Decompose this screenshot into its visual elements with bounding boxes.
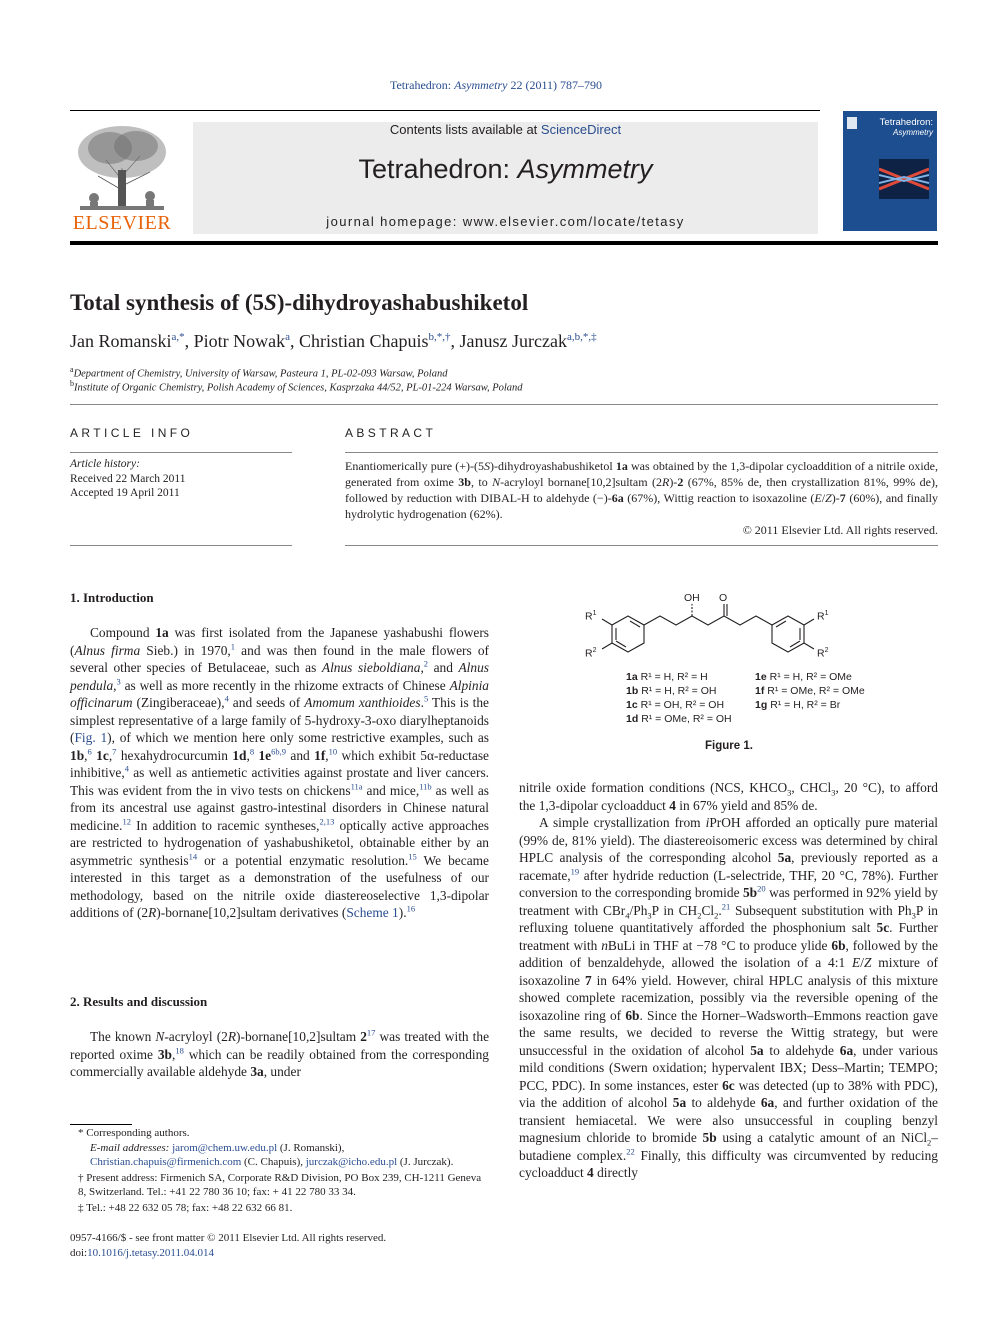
figure-caption: Figure 1. [705,740,753,752]
footnotes [70,1126,490,1215]
sciencedirect-link[interactable]: ScienceDirect [540,122,622,137]
article-info-heading: ARTICLE INFO [70,426,194,440]
footnote: ‡ Tel.: +48 22 632 05 78; fax: +48 22 632 66 81. [78,1201,293,1214]
email-link[interactable]: jarom@chem.uw.edu.pl [172,1141,278,1154]
author-name: Jan Romanski [70,331,172,351]
copyright: © 2011 Elsevier Ltd. All rights reserved. [742,523,938,537]
footnote-rule [70,1124,132,1125]
header-thick-rule [70,241,938,245]
publisher-name: ELSEVIER [72,212,172,234]
cover-art-icon [879,159,929,199]
structure-diagram [520,590,938,670]
author-name: Piotr Nowak [193,331,286,351]
author-affiliation-mark[interactable]: a,b,*,‡ [567,331,597,343]
results-paragraph: nitrile oxide formation conditions (NCS, $KHCO_3$, CHCl$_3$, 20 °C), to afford the 1,3-dipolar cycloadduct 4 in 67% yield and 85% de. A simple crystallization from iPrOH afforded an optically pure material (99% de, 81% yield). The diastereoisomeric excess was determined by chiral HPLC analysis of the corresponding alcohol 5a, previously reported as a racemate,$^{19}$ after hydride reduction (L-selectride, THF, 20 °C, 78%). Further conversion to the corresponding bromide $5b^{20}$ was performed in 92% yield by treatment with $CBr_4/Ph_3P$ in $CH_2Cl_2.^{21}$ Subsequent substitution with $Ph_3P$ in refluxing toluene quantitatively afforded the phosphonium salt 5c. Further treatment with nBuLi in THF at −78 °C to produce ylide 6b, followed by the addition of benzaldehyde, allowed the isolation of a 4:1 E/Z mixture of isoxazoline 7 in 64% yield. However, chiral HPLC analysis of this mixture showed complete racemization, possibly via the reversible opening of the isoxazoline ring of 6b. Since the Horner–Wadsworth–Emmons reaction gave the same results, we decided to reverse the Wittig strategy, but were unsuccessful in the oxidation of alcohol 5a to aldehyde 6a, under various mild conditions (Swern oxidation; hypervalent IBX; Dess–Martin; TEMPO; PCC, PDC). In some instances, ester 6c was detected (up to 38% with PDC), via the addition of alcohol 5a to aldehyde 6a, and further oxidation of the transient hemiacetal. We were also unsuccessful in coupling benzyl magnesium chloride to bromide 5b using a catalytic amount of an NiCl$_2$–butadiene complex.$^{22}$ Finally, this difficulty was circumvented by reducing cycloadduct 4 directly [519,780,939,1180]
footnote: † Present address: Firmenich SA, Corporate R&D Division, PO Box 239, CH-1211 Geneva 8, Switzerland. Tel.: +41 22 780 36 10; fax: + 41 22 780 33 34. [78,1171,482,1198]
compound-entry: 1e R¹ = H, R² = OMe [755,671,852,683]
compound-entry: 1a R¹ = H, R² = H [626,671,708,683]
homepage-link[interactable]: www.elsevier.com/locate/tetasy [462,214,685,229]
footnote-emails: E-mail addresses: jarom@chem.uw.edu.pl (J. Romanski), Christian.chapuis@firmenich.com (C. Chapuis), jurczak@icho.edu.pl (J. Jurczak). [90,1141,454,1168]
r2-right-label: $R^2$ [817,647,829,660]
header-rule [70,110,820,111]
intro-paragraph: Compound 1a was first isolated from the Japanese yashabushi flowers (Alnus firma Sieb.) in 1970,$^1$ and was then found in the male flowers of several other species of Betulaceae, such as Alnus sieboldiana,$^2$ and Alnus pendula,$^3$ as well as more recently in the rhizome extracts of Chinese Alpinia officinarum (Zingiberaceae),$^4$ and seeds of Amomum xanthioides.$^5$ This is the simplest representative of a large family of 5-hydroxy-3-oxo diarylheptanoids (Fig. 1), of which we mention here only some restrictive examples, such as 1b,$^6$ 1c,$^7$ hexahydrocurcumin 1d,$^8$ $1e^{6b,9}$ and 1f,$^{10}$ which exhibit 5α-reductase inhibitive,$^4$ as well as antiemetic activities against prostate and liver cancers. This was evident from the in vivo tests on chickens$^{11a}$ and mice,$^{11b}$ as well as from its ancestral use against gastro-intestinal disorders in Chinese natural medicine.$^{12}$ In addition to racemic syntheses,$^{2,13}$ optically active approaches are restricted to hydrogenation of yashabushiketol, obtainable either by an asymmetric synthesis$^{14}$ or a potential enzymatic resolution.$^{15}$ We became interested in this target as a demonstration of the usefulness of our methodology, based on the nitrile oxide diastereoselective 1,3-dipolar additions of (2R)-bornane[10,2]sultam derivatives (Scheme 1).$^{16}$ [70,625,489,920]
compound-list-left [626,670,732,726]
divider [345,452,938,453]
compound-list-right [755,670,865,712]
carbonyl-label: O [719,592,728,604]
doi: doi:10.1016/j.tetasy.2011.04.014 [70,1246,215,1259]
abstract-body: Enantiomerically pure (+)-(5S)-dihydroyashabushiketol 1a was obtained by the 1,3-dipolar cycloaddition of a nitrile oxide, generated from oxime 3b, to N-acryloyl bornane[10,2]sultam (2R)-2 (67%, 85% de, then crystallization 81%, 99% de), followed by reduction with DIBAL-H to aldehyde (−)-6a (67%), Wittig reaction to isoxazoline (E/Z)-7 (60%), and finally hydrolytic hydrogenation (62%). © 2011 Elsevier Ltd. All rights reserved. [345,459,939,537]
article-history [70,457,186,501]
figure-1 [520,590,938,760]
author-affiliation-mark[interactable]: a [285,331,291,343]
compound-entry: 1c R¹ = OH, R² = OH [626,699,725,711]
author-affiliation-mark[interactable]: a,* [171,331,185,343]
hydroxyl-label: OH [684,592,700,604]
affiliation: $^a$Department of Chemistry, University of Warsaw, Pasteura 1, PL-02-093 Warsaw, Poland [70,365,448,380]
section-heading: 2. Results and discussion [70,994,208,1009]
author-name: Christian Chapuis [299,331,429,351]
accepted-date: Accepted 19 April 2011 [70,487,180,499]
email-link[interactable]: jurczak@icho.edu.pl [305,1156,398,1168]
cover-title: Tetrahedron: [879,117,933,128]
issn-block [70,1231,386,1260]
results-paragraph: The known N-acryloyl (2R)-bornane[10,2]sultam $2^{17}$ was treated with the reported oxime 3b,$^{18}$ which can be readily obtained from the corresponding commercially available aldehyde 3a, under [70,1027,490,1079]
divider [70,545,292,546]
journal-reference[interactable]: Tetrahedron: Asymmetry 22 (2011) 787–790 [389,78,602,92]
r2-left-label: $R^2$ [585,647,597,660]
affiliation: $^b$Institute of Organic Chemistry, Polish Academy of Sciences, Kasprzaka 44/52, PL-01-224 Warsaw, Poland [70,379,523,394]
compound-entry: 1g R¹ = H, R² = Br [755,699,841,711]
r1-left-label: $R^1$ [585,610,597,623]
author-affiliation-mark[interactable]: b,*,† [428,331,451,343]
divider [345,545,938,546]
cover-logo-icon [847,117,857,129]
author-name: Janusz Jurczak [459,331,567,351]
results-paragraph: A simple crystallization from iPrOH afforded an optically pure material (99% de, 81% yield). The diastereoisomeric excess was determined by chiral HPLC analysis of the corresponding alcohol 5a, previously reported as a racemate,$^{19}$ after hydride reduction (L-selectride, THF, 20 °C, 78%). Further conversion to the corresponding bromide $5b^{20}$ was performed in 92% yield by treatment with $CBr_4/Ph_3P$ in $CH_2Cl_2.^{21}$ Subsequent substitution with $Ph_3P$ in refluxing toluene quantitatively afforded the phosphonium salt 5c. Further treatment with nBuLi in THF at −78 °C to produce ylide 6b, followed by the addition of benzaldehyde, allowed the isolation of a 4:1 E/Z mixture of isoxazoline 7 in 64% yield. However, chiral HPLC analysis of this mixture showed complete racemization, possibly via the reversible opening of the isoxazoline ring of 6b. Since the Horner–Wadsworth–Emmons reaction gave the same results, we decided to reverse the Wittig strategy, but were unsuccessful in the oxidation of alcohol 5a to aldehyde 6a, under various mild conditions (Swern oxidation; hypervalent IBX; Dess–Martin; TEMPO; PCC, PDC). In some instances, ester 6c was detected (up to 38% with PDC), via the addition of alcohol 5a to aldehyde 6a, and further oxidation of the transient hemiacetal. We were also unsuccessful in coupling benzyl magnesium chloride to bromide 5b using a catalytic amount of an NiCl$_2$–butadiene complex.$^{22}$ Finally, this difficulty was circumvented by reducing cycloadduct 4 directly [519,815,939,1180]
cover-subtitle: Asymmetry [893,128,933,137]
compound-entry: 1b R¹ = H, R² = OH [626,685,717,697]
contents-line: Contents lists available at ScienceDirect [389,122,622,137]
doi-link[interactable]: 10.1016/j.tetasy.2011.04.014 [87,1246,215,1259]
front-matter: 0957-4166/$ - see front matter © 2011 Elsevier Ltd. All rights reserved. [70,1232,387,1244]
article-title: Total synthesis of (5S)-dihydroyashabushiketol [70,290,529,315]
compound-entry: 1d R¹ = OMe, R² = OH [626,713,732,725]
compound-entry: 1f R¹ = OMe, R² = OMe [755,685,865,697]
received-date: Received 22 March 2011 [70,472,186,485]
footnote: * Corresponding authors. [78,1127,190,1139]
divider [70,404,938,405]
divider [70,452,292,453]
email-link[interactable]: Christian.chapuis@firmenich.com [90,1156,242,1168]
author-list: Jan Romanski$^{a,*}$, Piotr Nowak$^a$, Christian Chapuis$^{b,*,\dagger}$, Janusz Jurczak$^{a,b,*,\ddagger}$ [70,331,597,351]
elsevier-logo[interactable] [70,120,174,232]
history-label: Article history: [70,458,140,470]
journal-homepage: journal homepage: www.elsevier.com/locate/tetasy [326,214,685,229]
section-heading: 1. Introduction [70,590,154,605]
abstract-heading: ABSTRACT [345,426,437,440]
journal-cover[interactable] [843,111,937,231]
journal-title: Tetrahedron: Asymmetry [358,154,653,184]
r1-right-label: $R^1$ [817,610,829,623]
